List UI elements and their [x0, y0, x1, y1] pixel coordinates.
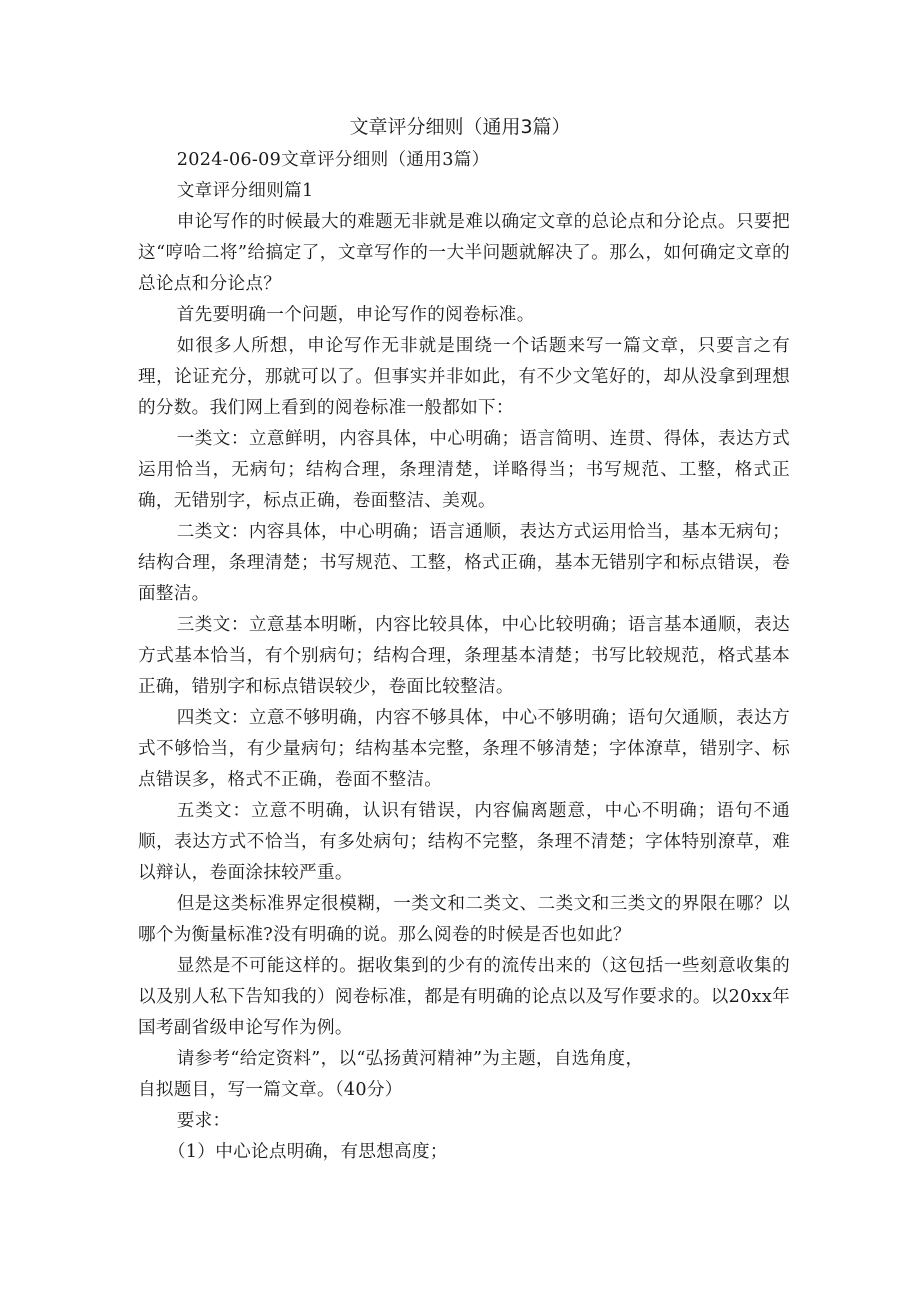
meta-line: 2024-06-09文章评分细则（通用3篇）: [176, 150, 490, 170]
paragraph: 如很多人所想，申论写作无非就是围绕一个话题来写一篇文章，只要言之有理，论证充分，那就可以了。但事实并非如此，有不少文笔好的，却从没拿到理想的分数。我们网上看到的阅卷标准一般都如下：: [138, 336, 790, 418]
paragraph: 首先要明确一个问题，申论写作的阅卷标准。: [176, 305, 535, 325]
paragraph: 二类文：内容具体，中心明确；语言通顺，表达方式运用恰当，基本无病句；结构合理，条理清楚；书写规范、工整，格式正确，基本无错别字和标点错误，卷面整洁。: [138, 522, 790, 604]
paragraph: 一类文：立意鲜明，内容具体，中心明确；语言简明、连贯、得体，表达方式运用恰当，无病句；结构合理，条理清楚，详略得当；书写规范、工整，格式正确，无错别字，标点正确，卷面整洁、美观。: [138, 429, 790, 511]
prompt-line-1: 请参考“给定资料”，以“弘扬黄河精神”为主题，自选角度，: [176, 1049, 644, 1069]
requirement-item-1: （1）中心论点明确，有思想高度；: [167, 1142, 448, 1162]
paragraph: 但是这类标准界定很模糊，一类文和二类文、二类文和三类文的界限在哪？以哪个为衡量标准?没有明确的说。那么阅卷的时候是否也如此？: [138, 894, 790, 945]
paragraph: 四类文：立意不够明确，内容不够具体，中心不够明确；语句欠通顺，表达方式不够恰当，有少量病句；结构基本完整，条理不够清楚；字体潦草，错别字、标点错误多，格式不正确，卷面不整洁。: [138, 708, 790, 790]
requirements-label: 要求：: [176, 1111, 231, 1131]
section-heading: 文章评分细则篇1: [176, 181, 314, 201]
document-title: 文章评分细则（通用3篇）: [349, 116, 571, 138]
prompt-line-2: 自拟题目，写一篇文章。（40分）: [138, 1080, 403, 1100]
paragraph: 三类文：立意基本明晰，内容比较具体，中心比较明确；语言基本通顺，表达方式基本恰当，有个别病句；结构合理，条理基本清楚；书写比较规范，格式基本正确，错别字和标点错误较少，卷面比较整洁。: [138, 615, 790, 697]
paragraph: 申论写作的时候最大的难题无非就是难以确定文章的总论点和分论点。只要把这“哼哈二将”给搞定了，文章写作的一大半问题就解决了。那么，如何确定文章的总论点和分论点？: [138, 212, 790, 294]
paragraph: 五类文：立意不明确，认识有错误，内容偏离题意，中心不明确；语句不通顺，表达方式不恰当，有多处病句；结构不完整，条理不清楚；字体特别潦草，难以辩认，卷面涂抹较严重。: [138, 801, 790, 883]
paragraph: 显然是不可能这样的。据收集到的少有的流传出来的（这包括一些刻意收集的以及别人私下告知我的）阅卷标准，都是有明确的论点以及写作要求的。以20xx年国考副省级申论写作为例。: [138, 956, 790, 1038]
document-body: [138, 145, 790, 1168]
